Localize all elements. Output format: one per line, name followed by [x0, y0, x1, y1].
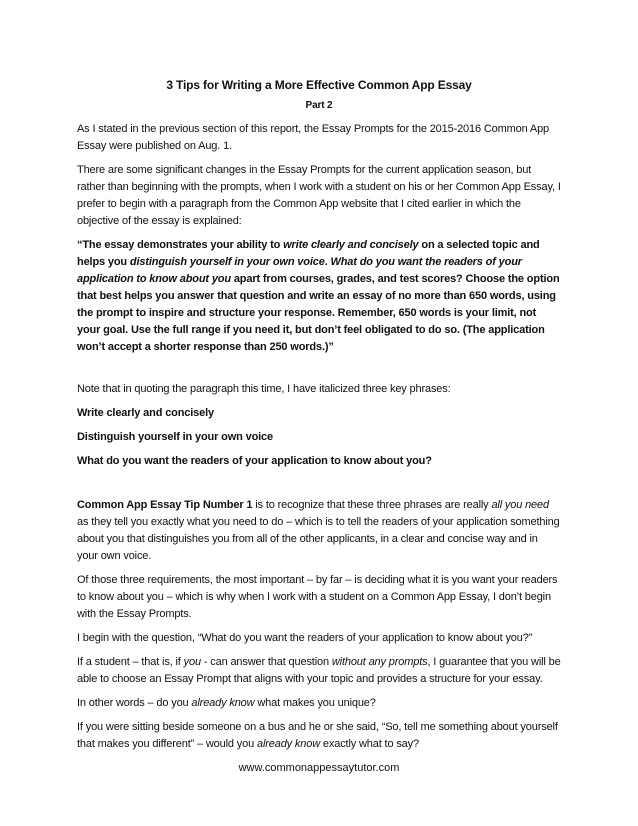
paragraph-question: I begin with the question, “What do you want the readers of your application to know about you?”: [77, 632, 533, 644]
paragraph-if-student: [77, 654, 561, 688]
tip-text: is to recognize that these three phrases are really: [252, 499, 492, 511]
tip-text: as they tell you exactly what you need to do – which is to tell the readers of your application something about you that distinguishes you from all of the other applicants, in a clear and concise way and in your own voice.: [77, 516, 560, 562]
text-span: what makes you unique?: [254, 697, 376, 709]
document-body: [77, 76, 561, 760]
document-subtitle: Part 2: [305, 100, 333, 111]
spacer: [77, 477, 561, 497]
paragraph-intro: As I stated in the previous section of this report, the Essay Prompts for the 2015-2016 Common App Essay were published on Aug. 1.: [77, 123, 550, 152]
document-title: 3 Tips for Writing a More Effective Common App Essay: [166, 78, 472, 92]
spacer: [77, 363, 561, 381]
paragraph-changes: There are some significant changes in the Essay Prompts for the current application season, but rather than beginning with the prompts, when I work with a student on his or her Common App Essay, I prefer to begin with a paragraph from the Common App website that I cited earlier in which the objective of the essay is explained:: [77, 164, 561, 227]
text-span: , I guarantee that you will be able to choose an Essay Prompt that aligns with your topic and provides a structure for your essay.: [77, 656, 561, 685]
text-span: exactly what to say?: [320, 738, 419, 750]
text-span: If you were sitting beside someone on a bus and he or she said, “So, tell me something about yourself that makes you different” – would you: [77, 721, 558, 750]
quote-text: apart from courses, grades, and test scores? Choose the option that best helps you answer that question and write an essay of no more than 650 words, using the prompt to inspire and structure your response. Remember, 650 words is your limit, not your goal. Use the full range if you need it, but don’t feel obligated to do so. (The application won’t accept a shorter response than 250 words.)”: [77, 273, 560, 353]
paragraph-requirements: Of those three requirements, the most important – by far – is deciding what it is you want your readers to know about you – which is why when I work with a student on a Common App Essay, I don’t begin with the Essay Prompts.: [77, 574, 558, 620]
italic-span: already know: [256, 738, 320, 750]
text-span: - can answer that question: [200, 656, 332, 668]
tip-label: Common App Essay Tip Number 1: [77, 499, 253, 511]
paragraph-other-words: [77, 695, 561, 712]
key-phrase-1: Write clearly and concisely: [77, 407, 214, 419]
key-phrase-3: What do you want the readers of your application to know about you?: [77, 455, 432, 467]
paragraph-tip-1: [77, 497, 561, 565]
quote-text: on a selected topic and helps you: [77, 239, 540, 268]
key-phrase-2: Distinguish yourself in your own voice: [77, 431, 273, 443]
italic-span: you: [183, 656, 201, 668]
paragraph-bus: [77, 719, 561, 753]
quote-italic-phrase-1: write clearly and concisely: [283, 239, 419, 251]
quote-paragraph: [77, 237, 561, 356]
text-span: In other words – do you: [77, 697, 192, 709]
text-span: If a student – that is, if: [77, 656, 184, 668]
quote-italic-phrase-2: distinguish yourself in your own voice: [129, 256, 325, 268]
italic-span: already know: [191, 697, 255, 709]
tip-italic: all you need: [491, 499, 549, 511]
footer-website: www.commonappessaytutor.com: [238, 762, 400, 774]
quote-text: .: [324, 256, 331, 268]
italic-span: without any prompts: [331, 656, 428, 668]
quote-text: “The essay demonstrates your ability to: [77, 239, 284, 251]
paragraph-note: Note that in quoting the paragraph this time, I have italicized three key phrases:: [77, 383, 451, 395]
quote-italic-phrase-3: What do you want the readers of your application to know about you: [77, 256, 522, 285]
